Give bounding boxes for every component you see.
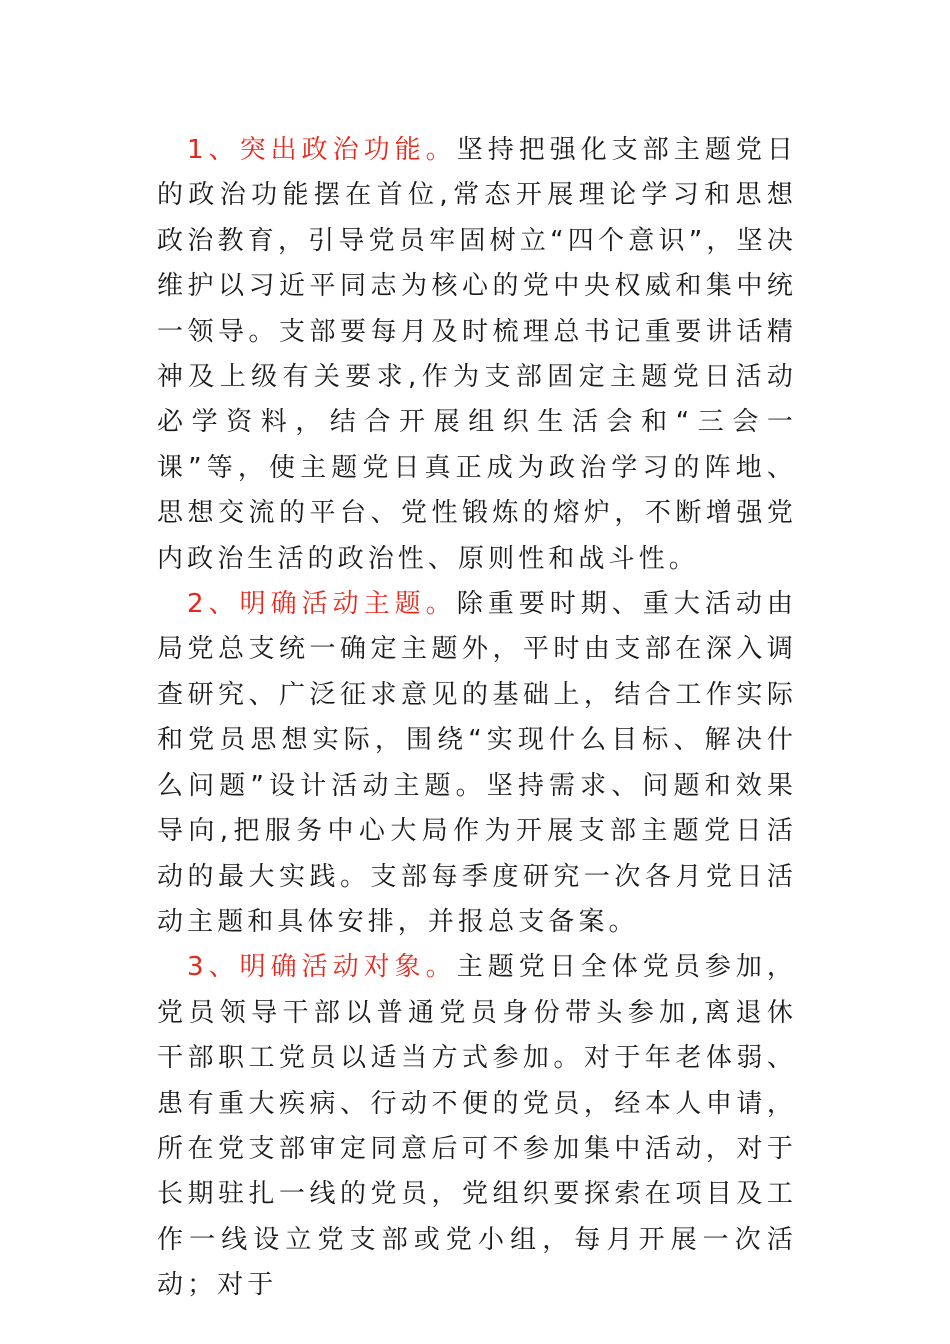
paragraph-heading: 3、明确活动对象。 [187,952,457,983]
paragraph-heading: 2、明确活动主题。 [187,589,457,620]
paragraph-body: 坚持把强化支部主题党日的政治功能摆在首位,常态开展理论学习和思想政治教育，引导党员牢固树立“四个意识”，坚决维护以习近平同志为核心的党中央权威和集中统一领导。支部要每月及时梳理总书记重要讲话精神及上级有关要求,作为支部固定主题党日活动必学资料，结合开展组织生活会和“三会一课”等，使主题党日真正成为政治学习的阵地、思想交流的平台、党性锻炼的熔炉，不断增强党内政治生活的政治性、原则性和战斗性。 [157,135,797,574]
paragraph-political-function [157,128,797,582]
document-page [157,128,797,1309]
paragraph-activity-participants [157,945,797,1308]
paragraph-heading: 1、突出政治功能。 [187,135,457,165]
paragraph-body: 主题党日全体党员参加，党员领导干部以普通党员身份带头参加,离退休干部职工党员以适当方式参加。对于年老体弱、患有重大疾病、行动不便的党员，经本人申请，所在党支部审定同意后可不参加集中活动，对于长期驻扎一线的党员，党组织要探索在项目及工作一线设立党支部或党小组，每月开展一次活动；对于 [157,952,797,1301]
paragraph-activity-theme [157,582,797,945]
paragraph-body: 除重要时期、重大活动由局党总支统一确定主题外，平时由支部在深入调查研究、广泛征求意见的基础上，结合工作实际和党员思想实际，围绕“实现什么目标、解决什么问题”设计活动主题。坚持需求、问题和效果导向,把服务中心大局作为开展支部主题党日活动的最大实践。支部每季度研究一次各月党日活动主题和具体安排，并报总支备案。 [157,589,797,937]
